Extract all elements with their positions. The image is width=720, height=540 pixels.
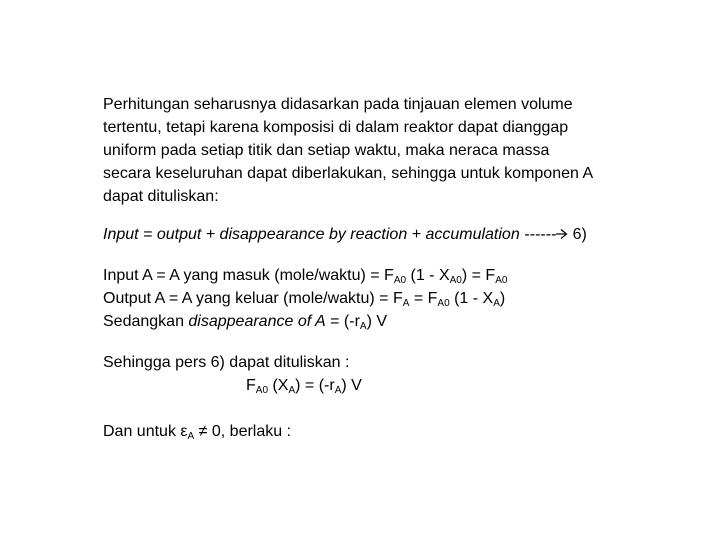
sedangkan-text-3: ) V (366, 313, 388, 330)
subscript: A (359, 321, 367, 332)
equation-text-2: (X (268, 377, 289, 394)
right-arrow-icon (556, 228, 568, 240)
input-def-text: Input A = A yang masuk (mole/waktu) = F (103, 267, 394, 284)
intro-line-5: dapat dituliskan: (103, 188, 219, 205)
subscript: A0 (255, 385, 269, 396)
sehingga-line: Sehingga pers 6) dapat dituliskan : (103, 354, 350, 371)
epsilon-symbol: ε (180, 423, 188, 440)
sedangkan-text: Sedangkan (103, 313, 189, 330)
subscript: A (402, 298, 410, 309)
intro-line-3: uniform pada setiap titik dan setiap waktu, maka neraca massa (103, 142, 550, 159)
intro-line-1: Perhitungan seharusnya didasarkan pada tinjauan elemen volume (103, 96, 573, 113)
output-def-text: Output A = A yang keluar (mole/waktu) = F (103, 290, 403, 307)
subscript: A0 (393, 275, 407, 286)
intro-line-2: tertentu, tetapi karena komposisi di dalam reaktor dapat dianggap (103, 119, 569, 136)
equation-text-3: ) = (-r (295, 377, 335, 394)
balance-text: Input = output + disappearance by reaction + accumulation ------ (103, 226, 557, 243)
subscript: A (187, 431, 195, 442)
dan-text-2: ≠ 0, berlaku : (194, 423, 292, 440)
input-def-text-3: ) = F (461, 267, 496, 284)
subscript: A (288, 385, 296, 396)
subscript: A0 (437, 298, 450, 309)
sedangkan-text-2: = (-r (325, 313, 360, 330)
intro-line-4: secara keseluruhan dapat diberlakukan, sehingga untuk komponen A (103, 165, 594, 182)
output-def-text-4: ) (499, 290, 506, 307)
equation-text-4: ) V (341, 377, 362, 394)
dan-text: Dan untuk (103, 423, 181, 440)
dan-untuk-line (103, 422, 291, 442)
input-def-text-2: (1 - X (406, 267, 450, 284)
subscript: A (493, 298, 500, 309)
sedangkan-italic-text: disappearance of A (188, 313, 326, 330)
output-definition (103, 289, 505, 309)
subscript: A0 (495, 275, 508, 286)
output-def-text-3: (1 - X (449, 290, 494, 307)
subscript: A0 (449, 275, 462, 286)
simplified-equation (246, 376, 362, 396)
subscript: A (334, 385, 342, 396)
equation-text: F (246, 377, 256, 394)
balance-equation (103, 225, 587, 245)
equation-number: 6) (568, 226, 587, 243)
input-definition (103, 266, 507, 286)
output-def-text-2: = F (409, 290, 438, 307)
disappearance-definition (103, 312, 387, 332)
